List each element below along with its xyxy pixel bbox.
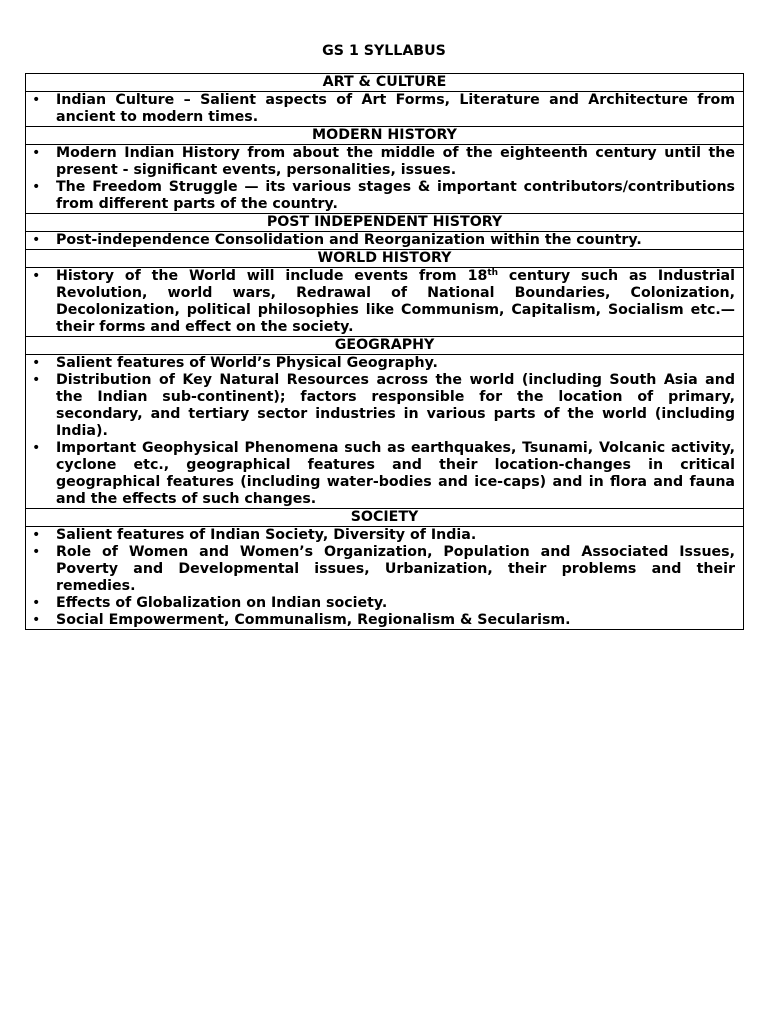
bullet-icon: •	[32, 232, 41, 248]
section-content-row-society	[26, 527, 744, 630]
list-item-text: Salient features of Indian Society, Diversity of India.	[56, 527, 477, 543]
section-content-row-post-independent-history	[26, 232, 744, 250]
section-heading-row-modern-history	[26, 127, 744, 145]
list-item-text-continued: century such as Industrial Revolution, world wars, Redrawal of National Boundaries, Colonization, Decolonization, political philosophies like Communism, Capitalism, Socialism etc.— their forms and effect on the society.	[56, 268, 735, 335]
section-heading-row-geography	[26, 337, 744, 355]
section-content	[26, 92, 744, 127]
ordinal-suffix: th	[487, 268, 499, 278]
bullet-list	[32, 527, 735, 629]
list-item	[32, 372, 735, 440]
section-content-row-art-and-culture	[26, 92, 744, 127]
list-item	[32, 612, 735, 629]
section-heading: GEOGRAPHY	[26, 337, 744, 355]
syllabus-table	[25, 73, 744, 630]
section-heading-row-world-history	[26, 250, 744, 268]
section-content	[26, 232, 744, 250]
section-content	[26, 145, 744, 214]
bullet-icon: •	[32, 145, 41, 161]
list-item	[32, 440, 735, 508]
list-item-text: Modern Indian History from about the middle of the eighteenth century until the present - significant events, personalities, issues.	[56, 145, 735, 178]
section-heading-row-society	[26, 509, 744, 527]
list-item-text: Role of Women and Women’s Organization, Population and Associated Issues, Poverty and Developmental issues, Urbanization, their problems and their remedies.	[56, 544, 735, 594]
section-heading: MODERN HISTORY	[26, 127, 744, 145]
list-item	[32, 268, 735, 336]
list-item-text: The Freedom Struggle — its various stages & important contributors/contributions from different parts of the country.	[56, 179, 735, 212]
section-heading-row-post-independent-history	[26, 214, 744, 232]
list-item	[32, 527, 735, 544]
list-item-text: History of the World will include events from 18	[56, 268, 488, 284]
bullet-icon: •	[32, 440, 41, 456]
bullet-list	[32, 232, 735, 249]
bullet-icon: •	[32, 268, 41, 284]
list-item-text: Post-independence Consolidation and Reorganization within the country.	[56, 232, 642, 248]
section-content-row-geography	[26, 355, 744, 509]
list-item-text: Effects of Globalization on Indian society.	[56, 595, 388, 611]
list-item-text: Salient features of World’s Physical Geography.	[56, 355, 438, 371]
list-item-text: Distribution of Key Natural Resources across the world (including South Asia and the Indian sub-continent); factors responsible for the location of primary, secondary, and tertiary sector industries in various parts of the world (including India).	[56, 372, 735, 439]
section-heading: SOCIETY	[26, 509, 744, 527]
section-content-row-modern-history	[26, 145, 744, 214]
bullet-icon: •	[32, 595, 41, 611]
bullet-list	[32, 268, 735, 336]
bullet-icon: •	[32, 544, 41, 560]
bullet-icon: •	[32, 92, 41, 108]
bullet-icon: •	[32, 355, 41, 371]
section-content	[26, 268, 744, 337]
section-content-row-world-history	[26, 268, 744, 337]
list-item	[32, 595, 735, 612]
section-heading: ART & CULTURE	[26, 74, 744, 92]
list-item	[32, 92, 735, 126]
list-item	[32, 179, 735, 213]
section-heading-row-art-and-culture	[26, 74, 744, 92]
syllabus-table-body	[26, 74, 744, 630]
bullet-icon: •	[32, 527, 41, 543]
list-item	[32, 544, 735, 595]
bullet-list	[32, 355, 735, 508]
document-title: GS 1 SYLLABUS	[322, 43, 446, 59]
list-item-text: Social Empowerment, Communalism, Regionalism & Secularism.	[56, 612, 571, 628]
section-heading: POST INDEPENDENT HISTORY	[26, 214, 744, 232]
section-content	[26, 355, 744, 509]
bullet-list	[32, 92, 735, 126]
list-item	[32, 355, 735, 372]
section-content	[26, 527, 744, 630]
list-item-text: Important Geophysical Phenomena such as earthquakes, Tsunami, Volcanic activity, cyclone etc., geographical features and their location-changes in critical geographical features (including water-bodies and ice-caps) and in flora and fauna and the effects of such changes.	[56, 440, 735, 507]
bullet-icon: •	[32, 179, 41, 195]
bullet-icon: •	[32, 372, 41, 388]
section-heading: WORLD HISTORY	[26, 250, 744, 268]
bullet-list	[32, 145, 735, 213]
list-item	[32, 232, 735, 249]
list-item	[32, 145, 735, 179]
list-item-text: Indian Culture – Salient aspects of Art Forms, Literature and Architecture from ancient to modern times.	[56, 92, 735, 125]
bullet-icon: •	[32, 612, 41, 628]
